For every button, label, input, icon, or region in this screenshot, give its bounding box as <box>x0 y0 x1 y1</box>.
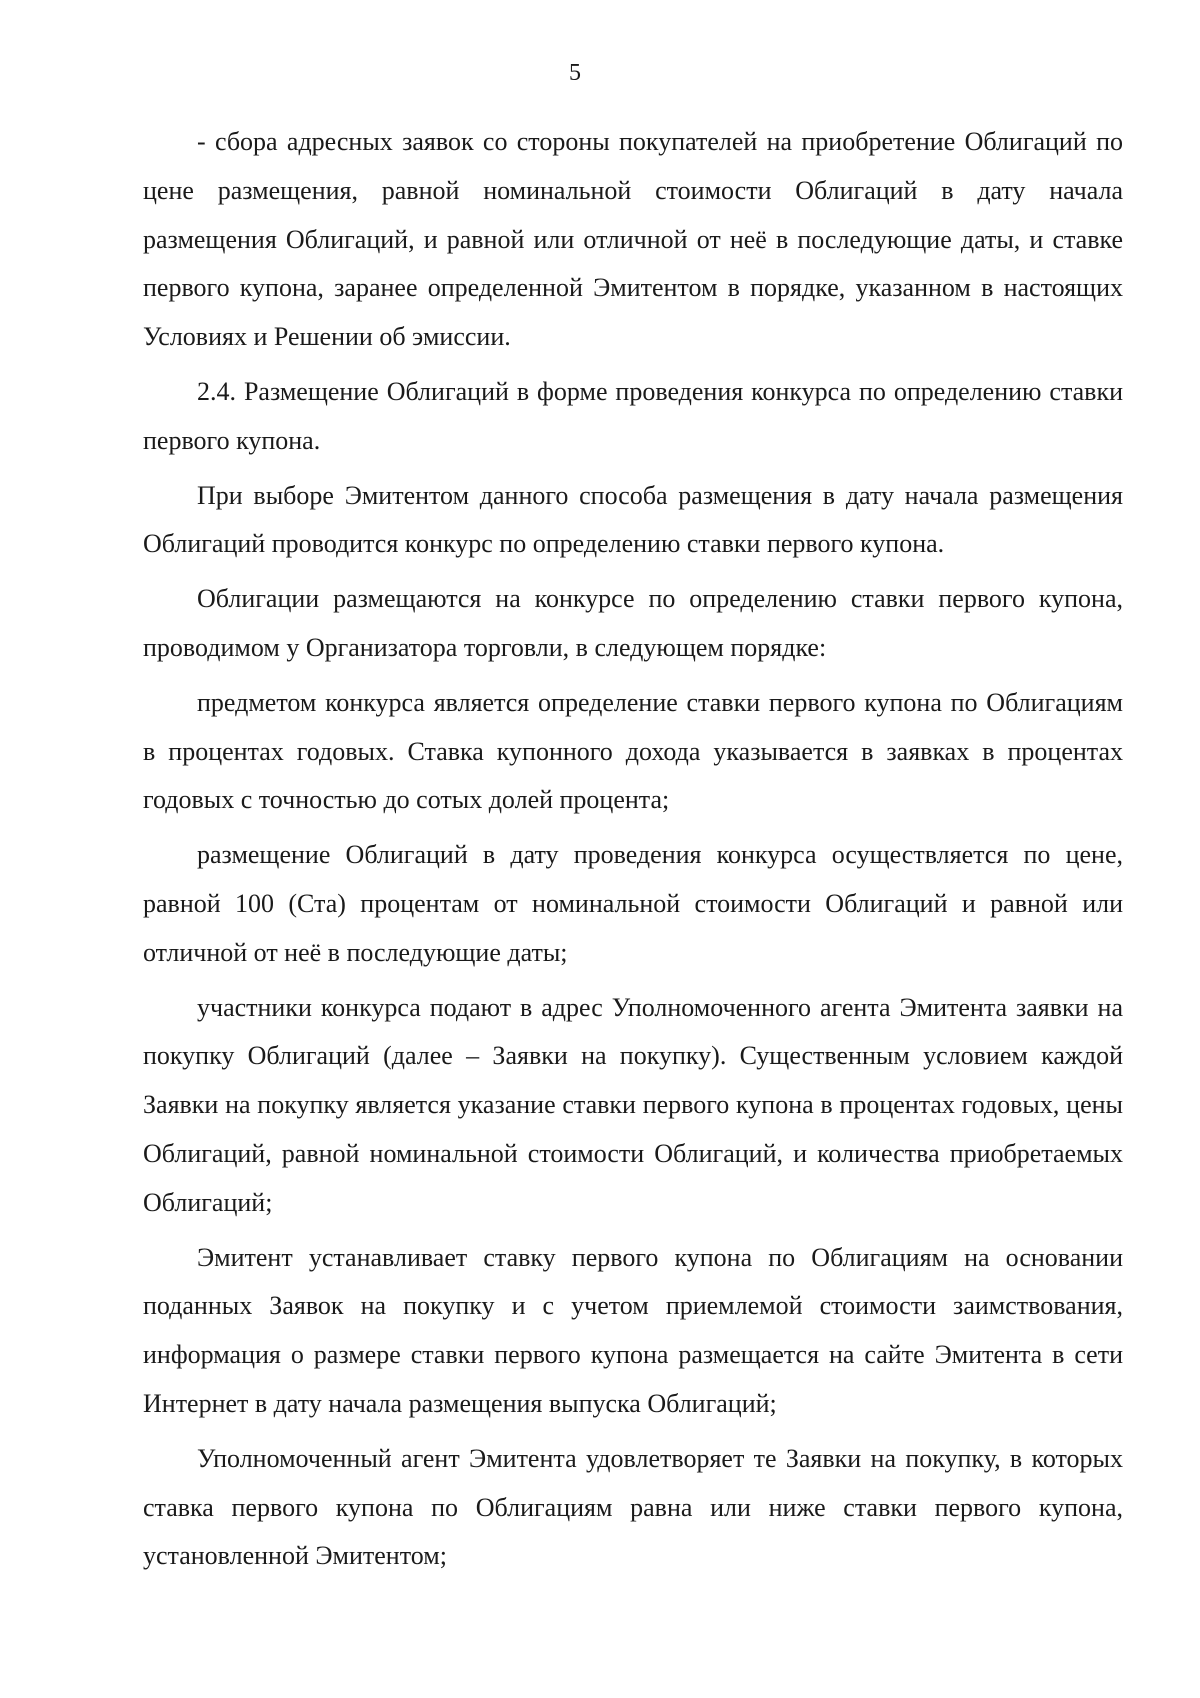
paragraph-section-2-4-heading: 2.4. Размещение Облигаций в форме проведения конкурса по определению ставки первого купона. <box>143 376 1123 455</box>
page-number: 5 <box>569 60 581 86</box>
paragraph-participant-bids: участники конкурса подают в адрес Уполномоченного агента Эмитента заявки на покупку Облигаций (далее – Заявки на покупку). Существенным условием каждой Заявки на покупку является указание ставки первого купона в процентах годовых, цены Облигаций, равной номинальной стоимости Облигаций, и количества приобретаемых Облигаций; <box>143 992 1123 1217</box>
paragraph-auction-procedure: Облигации размещаются на конкурсе по определению ставки первого купона, проводимом у Организатора торговли, в следующем порядке: <box>143 584 1123 662</box>
paragraph-placement-method: При выборе Эмитентом данного способа размещения в дату начала размещения Облигаций проводится конкурс по определению ставки первого купона. <box>143 480 1123 559</box>
document-body <box>143 118 1123 1581</box>
paragraph-placement-price: размещение Облигаций в дату проведения конкурса осуществляется по цене, равной 100 (Ста) процентам от номинальной стоимости Облигаций и равной или отличной от неё в последующие даты; <box>143 840 1123 967</box>
paragraph-agent-satisfies-bids: Уполномоченный агент Эмитента удовлетворяет те Заявки на покупку, в которых ставка первого купона по Облигациям равна или ниже ставки первого купона, установленной Эмитентом; <box>143 1443 1123 1571</box>
paragraph-bid-collection: - сбора адресных заявок со стороны покупателей на приобретение Облигаций по цене размещения, равной номинальной стоимости Облигаций в дату начала размещения Облигаций, и равной или отличной от неё в последующие даты, и ставке первого купона, заранее определенной Эмитентом в порядке, указанном в настоящих Условиях и Решении об эмиссии. <box>143 127 1123 352</box>
paragraph-auction-subject: предметом конкурса является определение ставки первого купона по Облигациям в процентах годовых. Ставка купонного дохода указывается в заявках в процентах годовых с точностью до сотых долей процента; <box>143 687 1123 815</box>
paragraph-issuer-sets-rate: Эмитент устанавливает ставку первого купона по Облигациям на основании поданных Заявок на покупку и с учетом приемлемой стоимости заимствования, информация о размере ставки первого купона размещается на сайте Эмитента в сети Интернет в дату начала размещения выпуска Облигаций; <box>143 1242 1123 1418</box>
